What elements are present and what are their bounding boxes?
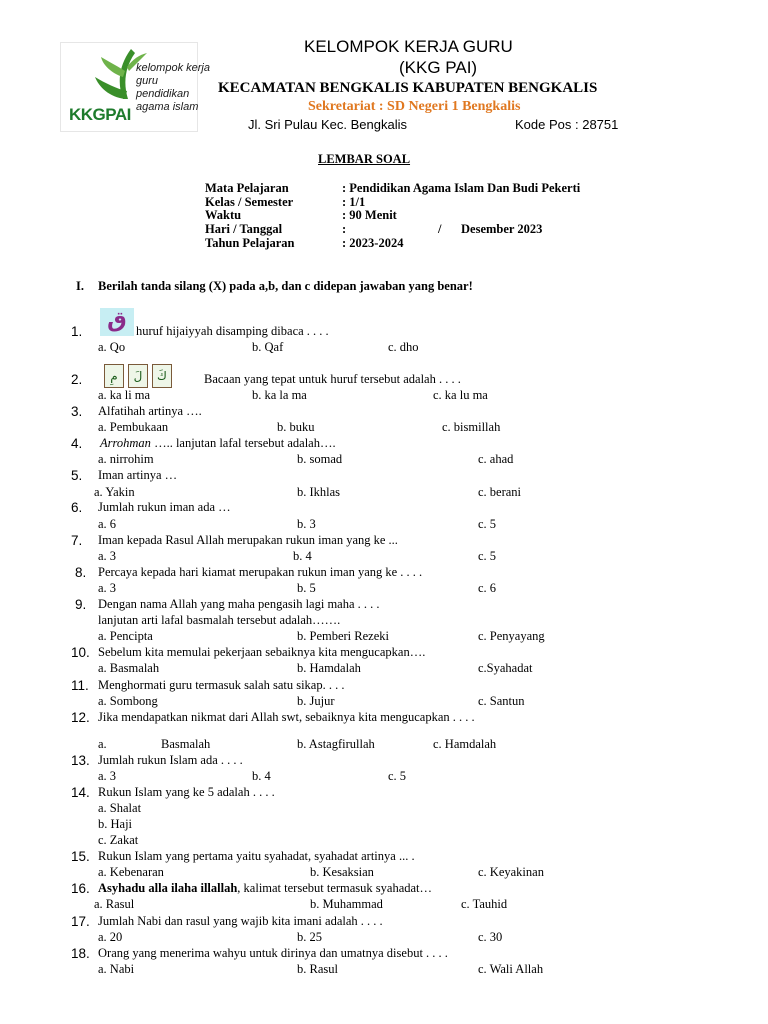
hijaiyah-tiles [104, 364, 172, 388]
option-a: a. Rasul [94, 897, 135, 911]
option-b: b. Rasul [297, 962, 338, 976]
question-number: 15. [71, 849, 90, 864]
option-c: c. Penyayang [478, 629, 545, 643]
question-text-rest: ….. lanjutan lafal tersebut adalah…. [150, 436, 336, 450]
logo-text-line2: guru [136, 75, 159, 87]
option-b: b. 4 [252, 769, 271, 783]
option-a: a. 3 [98, 549, 117, 563]
info-value: : 90 Menit [342, 208, 397, 222]
question-number: 4. [71, 436, 83, 451]
option-c: c. 30 [478, 930, 503, 944]
qaf-letter-icon: ق [100, 308, 134, 336]
question-number: 6. [71, 500, 83, 515]
question-number: 18. [71, 946, 90, 961]
logo-text-line1: kelompok kerja [136, 62, 210, 74]
option-c: c. ahad [478, 452, 514, 466]
option-b: b. 3 [297, 517, 316, 531]
question-text: huruf hijaiyyah disamping dibaca . . . . [136, 324, 329, 338]
option-b: b. Haji [98, 817, 133, 831]
address: Jl. Sri Pulau Kec. Bengkalis [248, 117, 407, 132]
info-value: : 2023-2024 [342, 236, 404, 250]
sheet-title: LEMBAR SOAL [318, 152, 411, 166]
question-text: Jumlah rukun Islam ada . . . . [98, 753, 243, 767]
option-b: b. buku [277, 420, 315, 434]
option-b: b. somad [297, 452, 343, 466]
info-label: Hari / Tanggal [205, 222, 283, 236]
option-a: a. 20 [98, 930, 123, 944]
question-bold-phrase: Asyhadu alla ilaha illallah [98, 881, 238, 895]
section-instruction: Berilah tanda silang (X) pada a,b, dan c didepan jawaban yang benar! [98, 279, 473, 293]
question-number: 7. [71, 533, 83, 548]
option-c: c. 5 [478, 517, 497, 531]
option-a: a. Sombong [98, 694, 158, 708]
info-value: : [342, 222, 347, 236]
option-b: b. Pemberi Rezeki [297, 629, 389, 643]
question-text [100, 436, 336, 451]
option-c: c. 5 [478, 549, 497, 563]
question-number: 9. [75, 597, 87, 612]
option-b: b. Hamdalah [297, 661, 361, 675]
option-a: a. [98, 737, 107, 751]
info-date-slash: / [438, 222, 442, 236]
option-b: b. 4 [293, 549, 312, 563]
question-text-line2: lanjutan arti lafal basmalah tersebut adalah……. [98, 613, 341, 627]
option-a: a. Qo [98, 340, 126, 354]
question-number: 14. [71, 785, 90, 800]
option-a: a. 6 [98, 517, 117, 531]
secretariat: Sekretariat : SD Negeri 1 Bengkalis [308, 99, 521, 114]
option-a: a. Yakin [94, 485, 135, 499]
question-text: Bacaan yang tepat untuk huruf tersebut adalah . . . . [204, 372, 461, 386]
question-text: Dengan nama Allah yang maha pengasih lagi maha . . . . [98, 597, 380, 611]
section-numeral: I. [76, 279, 84, 293]
option-a-text: Basmalah [161, 737, 211, 751]
question-text: Jumlah rukun iman ada … [98, 500, 231, 514]
option-b: b. Jujur [297, 694, 335, 708]
option-c: c. bismillah [442, 420, 501, 434]
tile-mi: مِ [104, 364, 124, 388]
option-a: a. Pembukaan [98, 420, 169, 434]
option-c: c. Tauhid [461, 897, 508, 911]
logo-text-line3: pendidikan [136, 88, 190, 100]
question-text: Percaya kepada hari kiamat merupakan rukun iman yang ke . . . . [98, 565, 423, 579]
info-label: Tahun Pelajaran [205, 236, 295, 250]
option-c: c. 5 [388, 769, 407, 783]
district-name: KECAMATAN BENGKALIS KABUPATEN BENGKALIS [218, 80, 598, 96]
option-a: a. 3 [98, 581, 117, 595]
kkg-pai-logo [60, 42, 210, 132]
question-number: 5. [71, 468, 83, 483]
option-a: a. Nabi [98, 962, 135, 976]
question-text: Menghormati guru termasuk salah satu sikap. . . . [98, 678, 345, 692]
logo-brand-text: KKGPAI [69, 105, 131, 124]
question-number: 16. [71, 881, 90, 896]
option-c: c. 6 [478, 581, 497, 595]
option-b: b. Qaf [252, 340, 284, 354]
option-c: c. berani [478, 485, 522, 499]
question-italic-word: Arrohman [100, 436, 151, 450]
option-c: c. Wali Allah [478, 962, 544, 976]
info-label: Waktu [205, 208, 242, 222]
question-number: 3. [71, 404, 83, 419]
option-a: a. Basmalah [98, 661, 160, 675]
option-b: b. Ikhlas [297, 485, 341, 499]
question-text-rest: , kalimat tersebut termasuk syahadat… [237, 881, 433, 895]
option-c: c.Syahadat [478, 661, 533, 675]
info-label: Kelas / Semester [205, 195, 294, 209]
option-b: b. ka la ma [252, 388, 307, 402]
question-text: Rukun Islam yang ke 5 adalah . . . . [98, 785, 275, 799]
question-number: 2. [71, 372, 83, 387]
logo-text-line4: agama islam [136, 101, 199, 113]
option-a: a. nirrohim [98, 452, 154, 466]
tile-la: لَ [128, 364, 148, 388]
question-number: 1. [71, 324, 83, 339]
question-text: Alfatihah artinya …. [98, 404, 202, 418]
question-number: 12. [71, 710, 90, 725]
option-a: a. Shalat [98, 801, 142, 815]
info-label: Mata Pelajaran [205, 181, 289, 195]
option-a: a. 3 [98, 769, 117, 783]
question-text [98, 881, 432, 896]
question-text: Jumlah Nabi dan rasul yang wajib kita imani adalah . . . . [98, 914, 383, 928]
question-number: 17. [71, 914, 90, 929]
question-text: Iman artinya … [98, 468, 178, 482]
option-b: b. Astagfirullah [297, 737, 375, 751]
info-date-month: Desember 2023 [461, 222, 543, 236]
option-c: c. ka lu ma [433, 388, 488, 402]
option-c: c. Zakat [98, 833, 139, 847]
question-number: 11. [71, 678, 89, 693]
option-c: c. dho [388, 340, 419, 354]
tile-ka: كَ [152, 364, 172, 388]
question-number: 10. [71, 645, 90, 660]
option-c: c. Hamdalah [433, 737, 497, 751]
info-value: : 1/1 [342, 195, 366, 209]
question-text: Rukun Islam yang pertama yaitu syahadat, syahadat artinya ... . [98, 849, 415, 863]
info-value: : Pendidikan Agama Islam Dan Budi Pekerti [342, 181, 581, 195]
option-b: b. Muhammad [310, 897, 383, 911]
option-a: a. Pencipta [98, 629, 153, 643]
option-c: c. Keyakinan [478, 865, 544, 879]
option-b: b. Kesaksian [310, 865, 374, 879]
question-text: Iman kepada Rasul Allah merupakan rukun iman yang ke ... [98, 533, 398, 547]
option-b: b. 5 [297, 581, 316, 595]
option-b: b. 25 [297, 930, 322, 944]
option-c: c. Santun [478, 694, 525, 708]
org-name: KELOMPOK KERJA GURU [304, 37, 513, 56]
question-text: Sebelum kita memulai pekerjaan sebaiknya kita mengucapkan…. [98, 645, 426, 659]
postcode: Kode Pos : 28751 [515, 117, 619, 132]
option-a: a. ka li ma [98, 388, 151, 402]
org-abbrev: (KKG PAI) [399, 58, 478, 77]
question-number: 13. [71, 753, 90, 768]
question-number: 8. [75, 565, 87, 580]
question-text: Jika mendapatkan nikmat dari Allah swt, sebaiknya kita mengucapkan . . . . [98, 710, 475, 724]
question-text: Orang yang menerima wahyu untuk dirinya dan umatnya disebut . . . . [98, 946, 448, 960]
option-a: a. Kebenaran [98, 865, 164, 879]
